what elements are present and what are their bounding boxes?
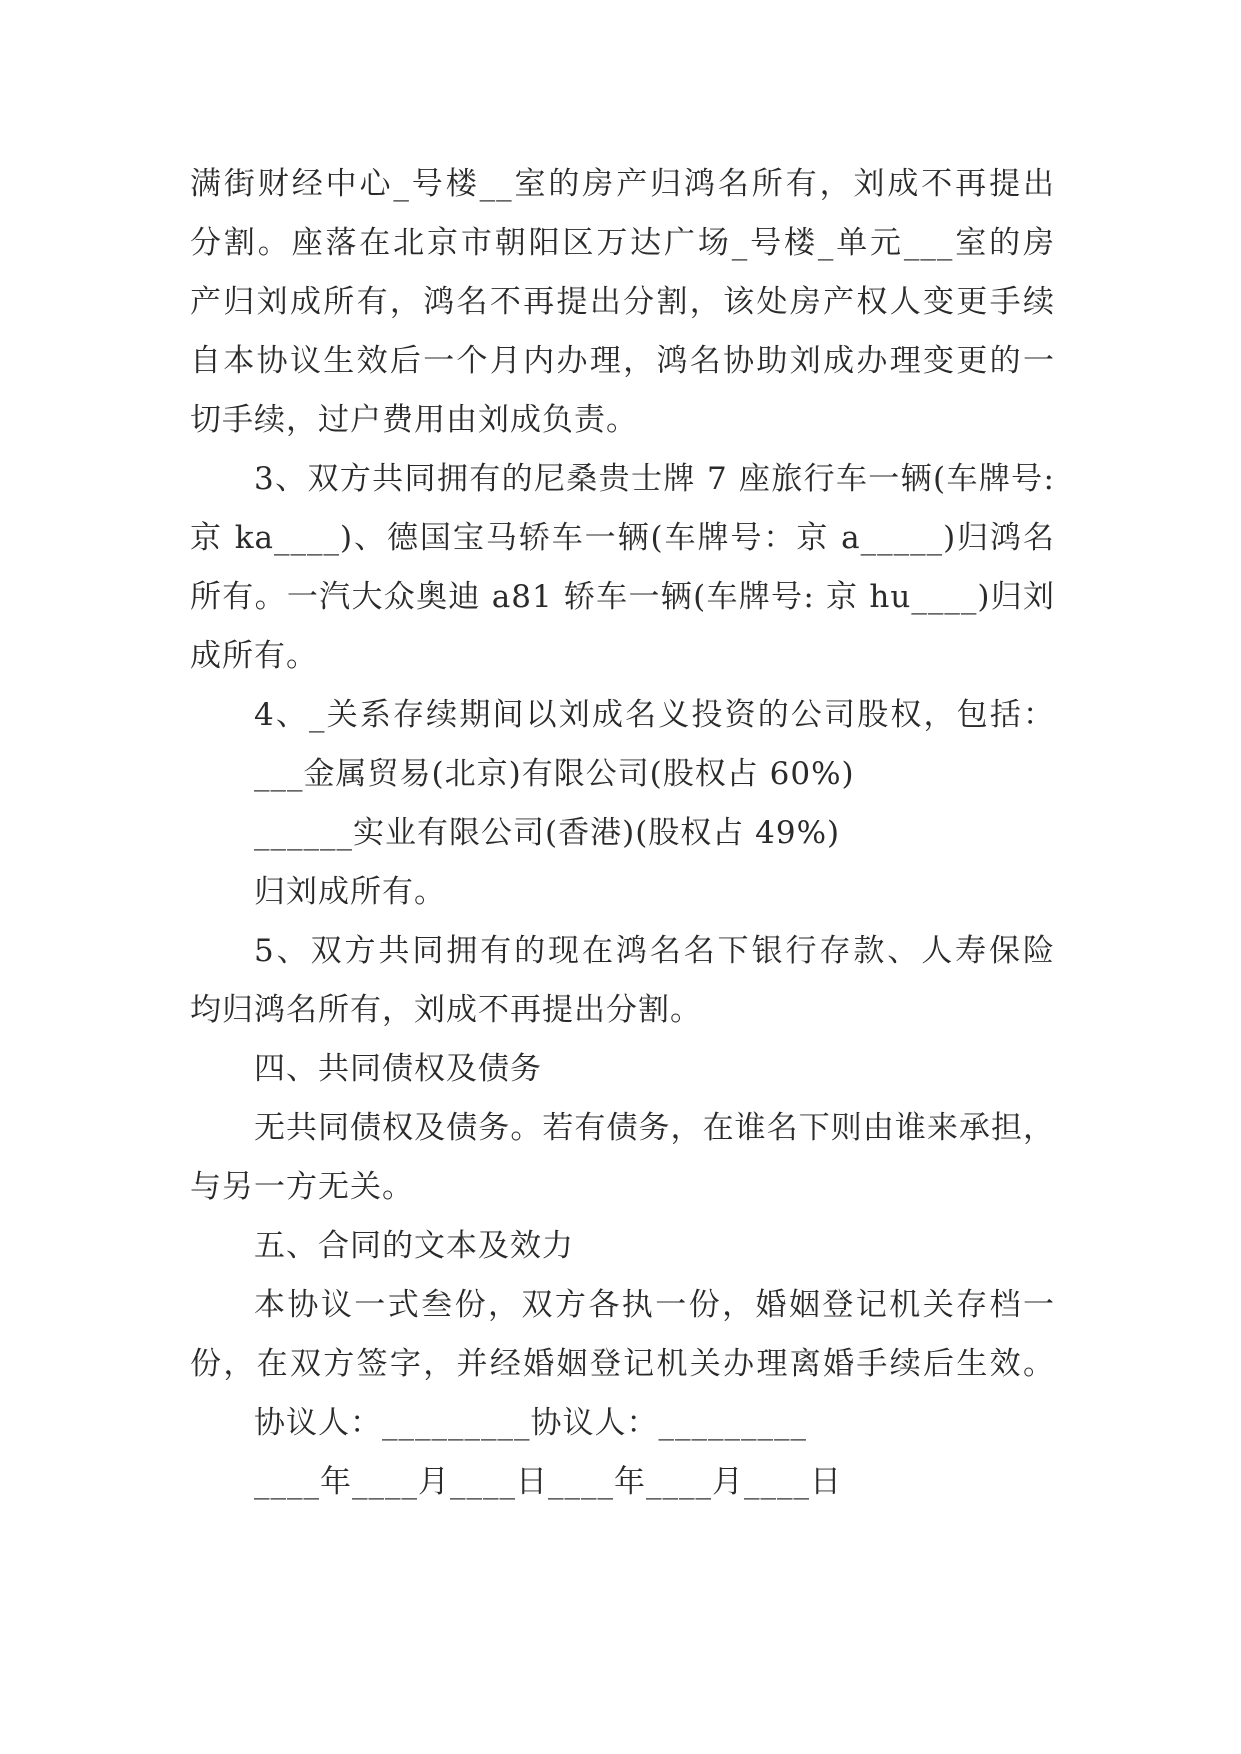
- paragraph-line: 与另一方无关。: [190, 1169, 414, 1205]
- paragraph-line: 无共同债权及债务。若有债务，在谁名下则由谁来承担，: [254, 1110, 1055, 1146]
- paragraph-line: 切手续，过户费用由刘成负责。: [190, 402, 638, 438]
- paragraph-line: 产归刘成所有，鸿名不再提出分割，该处房产权人变更手续: [190, 284, 1055, 320]
- paragraph-line: 4、_关系存续期间以刘成名义投资的公司股权，包括：: [254, 697, 1055, 733]
- paragraph-line: 份，在双方签字，并经婚姻登记机关办理离婚手续后生效。: [190, 1346, 1055, 1382]
- paragraph-line: ______实业有限公司(香港)(股权占 49%): [254, 815, 841, 851]
- paragraph-line: 所有。一汽大众奥迪 a81 轿车一辆(车牌号: 京 hu____)归刘: [190, 579, 1055, 615]
- paragraph-line: 自本协议生效后一个月内办理，鸿名协助刘成办理变更的一: [190, 343, 1055, 379]
- paragraph-line: 归刘成所有。: [254, 874, 446, 910]
- section-heading: 四、共同债权及债务: [254, 1051, 542, 1087]
- paragraph-line: 满街财经中心_号楼__室的房产归鸿名所有，刘成不再提出: [190, 166, 1055, 202]
- paragraph-line: 京 ka____)、德国宝马轿车一辆(车牌号：京 a_____)归鸿名: [190, 520, 1055, 556]
- signature-line: 协议人：_________协议人：_________: [254, 1405, 807, 1441]
- paragraph-line: 分割。座落在北京市朝阳区万达广场_号楼_单元___室的房: [190, 225, 1055, 261]
- paragraph-line: ___金属贸易(北京)有限公司(股权占 60%): [254, 756, 855, 792]
- paragraph-line: 5、双方共同拥有的现在鸿名名下银行存款、人寿保险: [254, 933, 1055, 969]
- section-heading: 五、合同的文本及效力: [254, 1228, 574, 1264]
- paragraph-line: 均归鸿名所有，刘成不再提出分割。: [190, 992, 702, 1028]
- document-body: [190, 155, 1055, 1512]
- paragraph-line: 本协议一式叁份，双方各执一份，婚姻登记机关存档一: [254, 1287, 1055, 1323]
- paragraph-line: 3、双方共同拥有的尼桑贵士牌 7 座旅行车一辆(车牌号:: [254, 461, 1055, 497]
- paragraph-line: 成所有。: [190, 638, 318, 674]
- date-line: ____年____月____日____年____月____日: [254, 1464, 842, 1500]
